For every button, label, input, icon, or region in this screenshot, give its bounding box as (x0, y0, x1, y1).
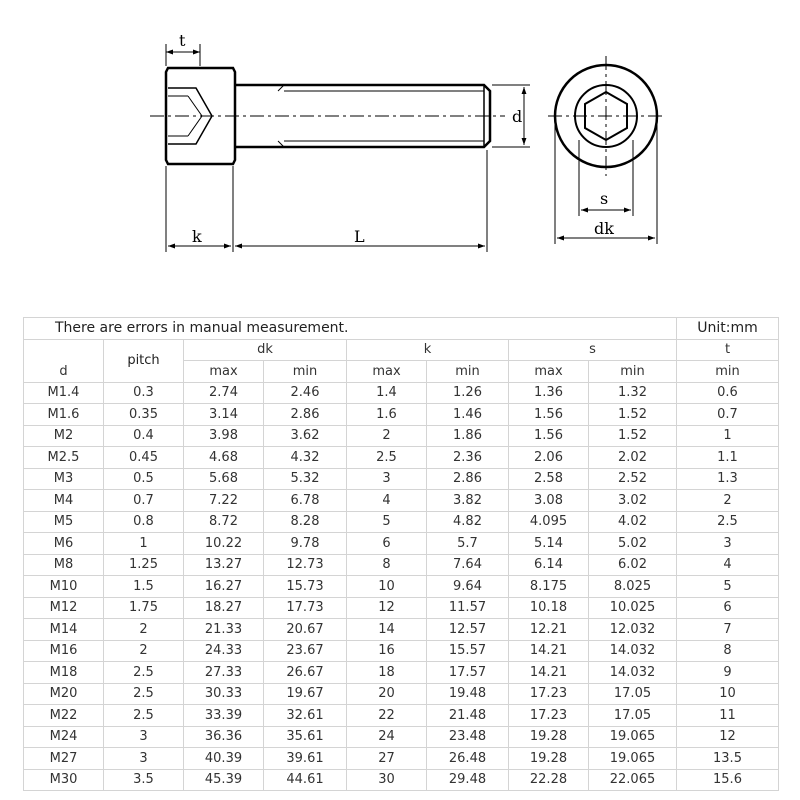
cell-dk-min: 12.73 (264, 554, 347, 576)
cell-dk-max: 4.68 (184, 447, 264, 469)
cell-pitch: 3 (104, 726, 184, 748)
cell-s-max: 1.56 (509, 404, 589, 426)
cell-k-max: 16 (347, 640, 427, 662)
cell-size-d: M1.4 (24, 382, 104, 404)
table-row (24, 726, 779, 748)
table-row (24, 748, 779, 770)
cell-dk-max: 3.14 (184, 404, 264, 426)
cell-s-max: 4.095 (509, 511, 589, 533)
cell-pitch: 0.45 (104, 447, 184, 469)
cell-dk-min: 2.86 (264, 404, 347, 426)
label-t: t (179, 31, 186, 50)
cell-size-d: M14 (24, 619, 104, 641)
cell-k-min: 23.48 (427, 726, 509, 748)
cell-pitch: 1.25 (104, 554, 184, 576)
cell-k-min: 17.57 (427, 662, 509, 684)
cell-k-max: 30 (347, 769, 427, 791)
cell-size-d: M8 (24, 554, 104, 576)
cell-dk-max: 3.98 (184, 425, 264, 447)
cell-pitch: 1.75 (104, 597, 184, 619)
cell-s-min: 14.032 (589, 662, 677, 684)
cell-size-d: M1.6 (24, 404, 104, 426)
header-t: t (677, 339, 779, 361)
cell-dk-min: 4.32 (264, 447, 347, 469)
cell-dk-max: 16.27 (184, 576, 264, 598)
cell-t-min: 2 (677, 490, 779, 512)
cell-t-min: 0.7 (677, 404, 779, 426)
cell-dk-max: 18.27 (184, 597, 264, 619)
cell-size-d: M27 (24, 748, 104, 770)
cell-s-max: 5.14 (509, 533, 589, 555)
table-header-row (24, 339, 779, 361)
cell-pitch: 1.5 (104, 576, 184, 598)
cell-k-max: 24 (347, 726, 427, 748)
cell-k-max: 2 (347, 425, 427, 447)
screw-side-view (150, 68, 505, 164)
cell-s-max: 14.21 (509, 640, 589, 662)
cell-t-min: 8 (677, 640, 779, 662)
cell-size-d: M24 (24, 726, 104, 748)
cell-t-min: 3 (677, 533, 779, 555)
cell-dk-min: 44.61 (264, 769, 347, 791)
label-d: d (512, 107, 523, 126)
cell-s-min: 4.02 (589, 511, 677, 533)
cell-pitch: 0.35 (104, 404, 184, 426)
cell-s-min: 1.32 (589, 382, 677, 404)
cell-size-d: M3 (24, 468, 104, 490)
cell-k-min: 4.82 (427, 511, 509, 533)
cell-k-min: 5.7 (427, 533, 509, 555)
cell-pitch: 0.8 (104, 511, 184, 533)
cell-t-min: 15.6 (677, 769, 779, 791)
cell-size-d: M22 (24, 705, 104, 727)
cell-size-d: M5 (24, 511, 104, 533)
cell-size-d: M10 (24, 576, 104, 598)
cell-s-max: 3.08 (509, 490, 589, 512)
cell-t-min: 11 (677, 705, 779, 727)
cell-size-d: M16 (24, 640, 104, 662)
cell-dk-max: 24.33 (184, 640, 264, 662)
cell-dk-max: 7.22 (184, 490, 264, 512)
cell-dk-max: 21.33 (184, 619, 264, 641)
cell-s-min: 22.065 (589, 769, 677, 791)
cell-s-min: 1.52 (589, 404, 677, 426)
cell-k-min: 15.57 (427, 640, 509, 662)
cell-dk-max: 45.39 (184, 769, 264, 791)
cell-pitch: 3.5 (104, 769, 184, 791)
cell-k-max: 10 (347, 576, 427, 598)
cell-k-max: 2.5 (347, 447, 427, 469)
cell-pitch: 0.5 (104, 468, 184, 490)
cell-dk-min: 20.67 (264, 619, 347, 641)
cell-size-d: M2.5 (24, 447, 104, 469)
table-row (24, 490, 779, 512)
cell-s-max: 14.21 (509, 662, 589, 684)
table-row (24, 425, 779, 447)
table-row (24, 640, 779, 662)
dimension-k-L (166, 150, 487, 252)
table-row (24, 705, 779, 727)
cell-k-min: 7.64 (427, 554, 509, 576)
table-row (24, 662, 779, 684)
cell-t-min: 12 (677, 726, 779, 748)
cell-pitch: 2.5 (104, 705, 184, 727)
cell-s-max: 17.23 (509, 683, 589, 705)
cell-k-max: 1.6 (347, 404, 427, 426)
cell-size-d: M12 (24, 597, 104, 619)
header-dk-max: max (184, 361, 264, 383)
cell-t-min: 1.3 (677, 468, 779, 490)
cell-dk-min: 19.67 (264, 683, 347, 705)
cell-dk-max: 2.74 (184, 382, 264, 404)
cell-t-min: 4 (677, 554, 779, 576)
cell-t-min: 7 (677, 619, 779, 641)
table-row (24, 533, 779, 555)
cell-s-min: 2.02 (589, 447, 677, 469)
cell-dk-max: 40.39 (184, 748, 264, 770)
table-row (24, 404, 779, 426)
screw-end-view (548, 56, 666, 176)
cell-s-min: 19.065 (589, 726, 677, 748)
cell-dk-max: 36.36 (184, 726, 264, 748)
label-dk: dk (594, 219, 614, 238)
cell-k-max: 6 (347, 533, 427, 555)
cell-size-d: M18 (24, 662, 104, 684)
cell-k-max: 20 (347, 683, 427, 705)
cell-t-min: 2.5 (677, 511, 779, 533)
cell-dk-max: 5.68 (184, 468, 264, 490)
table-row (24, 447, 779, 469)
cell-k-min: 21.48 (427, 705, 509, 727)
cell-dk-max: 13.27 (184, 554, 264, 576)
cell-s-min: 19.065 (589, 748, 677, 770)
cell-t-min: 9 (677, 662, 779, 684)
cell-dk-max: 33.39 (184, 705, 264, 727)
cell-size-d: M4 (24, 490, 104, 512)
cell-s-min: 1.52 (589, 425, 677, 447)
table-row (24, 683, 779, 705)
cell-dk-min: 15.73 (264, 576, 347, 598)
cell-s-max: 10.18 (509, 597, 589, 619)
cell-k-max: 5 (347, 511, 427, 533)
cell-t-min: 13.5 (677, 748, 779, 770)
cell-s-min: 17.05 (589, 705, 677, 727)
cell-t-min: 10 (677, 683, 779, 705)
cell-s-max: 2.58 (509, 468, 589, 490)
table-row (24, 619, 779, 641)
cell-t-min: 1.1 (677, 447, 779, 469)
measurement-note: There are errors in manual measurement. (24, 318, 677, 340)
table-row (24, 576, 779, 598)
table-row (24, 597, 779, 619)
cell-s-max: 2.06 (509, 447, 589, 469)
cell-pitch: 2.5 (104, 662, 184, 684)
header-k-max: max (347, 361, 427, 383)
cell-pitch: 0.7 (104, 490, 184, 512)
cell-pitch: 2 (104, 640, 184, 662)
cell-dk-min: 32.61 (264, 705, 347, 727)
cell-s-min: 14.032 (589, 640, 677, 662)
cell-k-min: 12.57 (427, 619, 509, 641)
header-t-min: min (677, 361, 779, 383)
cell-s-min: 6.02 (589, 554, 677, 576)
cell-dk-min: 26.67 (264, 662, 347, 684)
cell-s-max: 22.28 (509, 769, 589, 791)
cell-dk-max: 30.33 (184, 683, 264, 705)
table-row (24, 511, 779, 533)
cell-size-d: M20 (24, 683, 104, 705)
cell-k-max: 12 (347, 597, 427, 619)
cell-dk-min: 6.78 (264, 490, 347, 512)
cell-k-max: 18 (347, 662, 427, 684)
unit-label: Unit:mm (677, 318, 779, 340)
cell-dk-min: 8.28 (264, 511, 347, 533)
cell-dk-min: 3.62 (264, 425, 347, 447)
header-d: d (24, 361, 104, 383)
cell-s-max: 8.175 (509, 576, 589, 598)
label-L: L (354, 227, 365, 246)
cell-k-min: 1.86 (427, 425, 509, 447)
label-s: s (600, 189, 609, 208)
cell-pitch: 2.5 (104, 683, 184, 705)
cell-t-min: 1 (677, 425, 779, 447)
cell-k-min: 19.48 (427, 683, 509, 705)
cell-k-min: 26.48 (427, 748, 509, 770)
cell-s-max: 19.28 (509, 748, 589, 770)
cell-k-max: 14 (347, 619, 427, 641)
cell-t-min: 6 (677, 597, 779, 619)
cell-k-max: 8 (347, 554, 427, 576)
cell-dk-max: 27.33 (184, 662, 264, 684)
screw-spec-table (23, 317, 779, 791)
cell-s-max: 6.14 (509, 554, 589, 576)
cell-size-d: M30 (24, 769, 104, 791)
cell-s-max: 17.23 (509, 705, 589, 727)
cell-k-min: 3.82 (427, 490, 509, 512)
cell-s-max: 19.28 (509, 726, 589, 748)
cell-size-d: M2 (24, 425, 104, 447)
cell-s-min: 5.02 (589, 533, 677, 555)
header-dk-min: min (264, 361, 347, 383)
cell-t-min: 5 (677, 576, 779, 598)
dimension-d (492, 85, 530, 147)
cell-dk-min: 35.61 (264, 726, 347, 748)
cell-k-min: 11.57 (427, 597, 509, 619)
cell-dk-min: 2.46 (264, 382, 347, 404)
cell-dk-min: 9.78 (264, 533, 347, 555)
cell-k-max: 4 (347, 490, 427, 512)
header-k: k (347, 339, 509, 361)
table-row (24, 468, 779, 490)
cell-dk-max: 8.72 (184, 511, 264, 533)
header-s: s (509, 339, 677, 361)
cell-pitch: 2 (104, 619, 184, 641)
cell-dk-min: 17.73 (264, 597, 347, 619)
header-s-min: min (589, 361, 677, 383)
cell-s-min: 3.02 (589, 490, 677, 512)
cell-s-min: 10.025 (589, 597, 677, 619)
cell-pitch: 0.4 (104, 425, 184, 447)
cell-s-max: 1.36 (509, 382, 589, 404)
cell-k-min: 2.86 (427, 468, 509, 490)
cell-k-max: 3 (347, 468, 427, 490)
cell-k-min: 1.26 (427, 382, 509, 404)
cell-k-max: 1.4 (347, 382, 427, 404)
cell-s-max: 12.21 (509, 619, 589, 641)
cell-pitch: 1 (104, 533, 184, 555)
cell-dk-min: 39.61 (264, 748, 347, 770)
label-k: k (192, 227, 202, 246)
cell-t-min: 0.6 (677, 382, 779, 404)
cell-dk-max: 10.22 (184, 533, 264, 555)
header-dk: dk (184, 339, 347, 361)
cell-k-min: 2.36 (427, 447, 509, 469)
cell-k-min: 29.48 (427, 769, 509, 791)
cell-pitch: 3 (104, 748, 184, 770)
table-row (24, 554, 779, 576)
cell-dk-min: 23.67 (264, 640, 347, 662)
cell-dk-min: 5.32 (264, 468, 347, 490)
table-note-row (24, 318, 779, 340)
cell-k-max: 27 (347, 748, 427, 770)
header-pitch: pitch (104, 339, 184, 382)
header-s-max: max (509, 361, 589, 383)
cell-pitch: 0.3 (104, 382, 184, 404)
cell-size-d: M6 (24, 533, 104, 555)
header-k-min: min (427, 361, 509, 383)
table-row (24, 382, 779, 404)
cell-s-min: 2.52 (589, 468, 677, 490)
cell-s-min: 8.025 (589, 576, 677, 598)
table-row (24, 769, 779, 791)
cell-s-max: 1.56 (509, 425, 589, 447)
cell-k-max: 22 (347, 705, 427, 727)
cell-k-min: 1.46 (427, 404, 509, 426)
cell-s-min: 17.05 (589, 683, 677, 705)
screw-technical-drawing (0, 0, 800, 300)
cell-s-min: 12.032 (589, 619, 677, 641)
cell-k-min: 9.64 (427, 576, 509, 598)
